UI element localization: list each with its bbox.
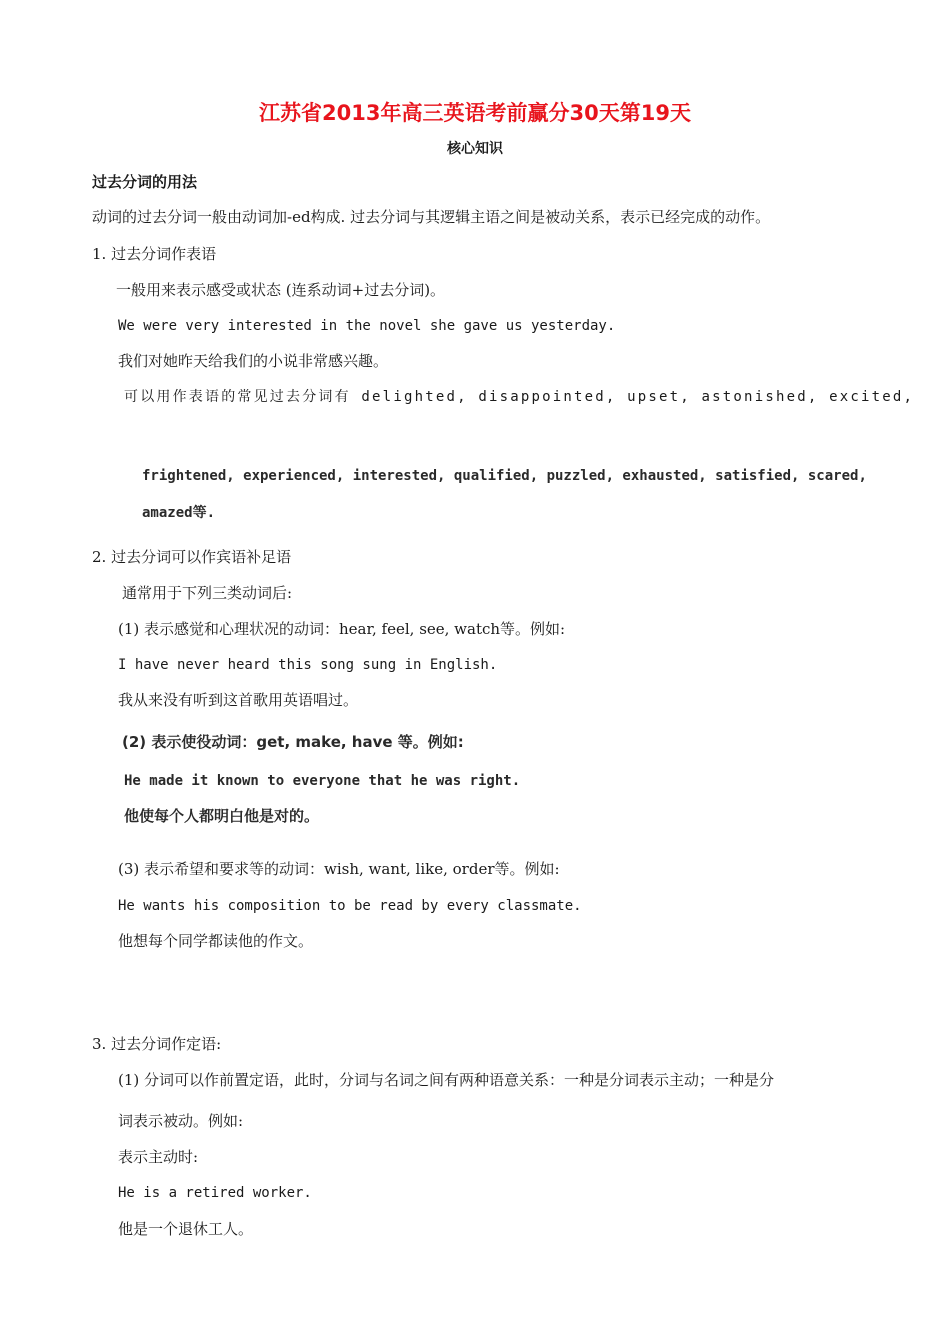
point1-example-en: We were very interested in the novel she gave us yesterday. [118, 318, 616, 334]
point1-common-list-line3: amazed等. [142, 505, 216, 521]
point2-sub2-example-en: He made it known to everyone that he was right. [124, 773, 521, 789]
point2-sub3-label: (3) 表示希望和要求等的动词：wish, want, like, order等。例如: [118, 860, 560, 878]
point2-sub3-example-cn: 他想每个同学都读他的作文。 [118, 932, 314, 950]
point2-sub1-label: (1) 表示感觉和心理状况的动词：hear, feel, see, watch等。例如: [118, 620, 566, 638]
point2-heading: 2. 过去分词可以作宾语补足语 [92, 548, 292, 566]
point2-sub1-example-en: I have never heard this song sung in English. [118, 657, 498, 673]
point2-sub2-label: (2) 表示使役动词：get, make, have 等。例如: [122, 733, 464, 751]
point3-active-label: 表示主动时: [118, 1148, 199, 1166]
point1-heading: 1. 过去分词作表语 [92, 245, 217, 263]
document-title: 江苏省2013年高三英语考前赢分30天第19天 [259, 101, 691, 125]
intro-paragraph: 动词的过去分词一般由动词加-ed构成. 过去分词与其逻辑主语之间是被动关系，表示已经完成的动作。 [92, 208, 771, 226]
point1-common-list-line1: 可以用作表语的常见过去分词有 delighted, disappointed, upset, astonished, excited, [124, 389, 915, 405]
document-subtitle: 核心知识 [447, 141, 503, 157]
point3-example-cn: 他是一个退休工人。 [118, 1220, 254, 1238]
point2-sub2-example-cn: 他使每个人都明白他是对的。 [124, 807, 320, 825]
point1-example-cn: 我们对她昨天给我们的小说非常感兴趣。 [118, 352, 389, 370]
point2-sub1-example-cn: 我从来没有听到这首歌用英语唱过。 [118, 691, 359, 709]
point3-sub1-line1: (1) 分词可以作前置定语，此时，分词与名词之间有两种语意关系：一种是分词表示主动；一种是分 [118, 1071, 775, 1089]
section-heading: 过去分词的用法 [92, 173, 198, 191]
point3-sub1-line2: 词表示被动。例如: [118, 1112, 244, 1130]
point2-description: 通常用于下列三类动词后: [122, 584, 293, 602]
point1-description: 一般用来表示感受或状态 (连系动词+过去分词)。 [116, 281, 446, 299]
point3-heading: 3. 过去分词作定语: [92, 1035, 222, 1053]
point3-example-en: He is a retired worker. [118, 1185, 312, 1201]
point1-common-list-line2: frightened, experienced, interested, qualified, puzzled, exhausted, satisfied, scared, [142, 468, 867, 484]
point2-sub3-example-en: He wants his composition to be read by every classmate. [118, 898, 582, 914]
